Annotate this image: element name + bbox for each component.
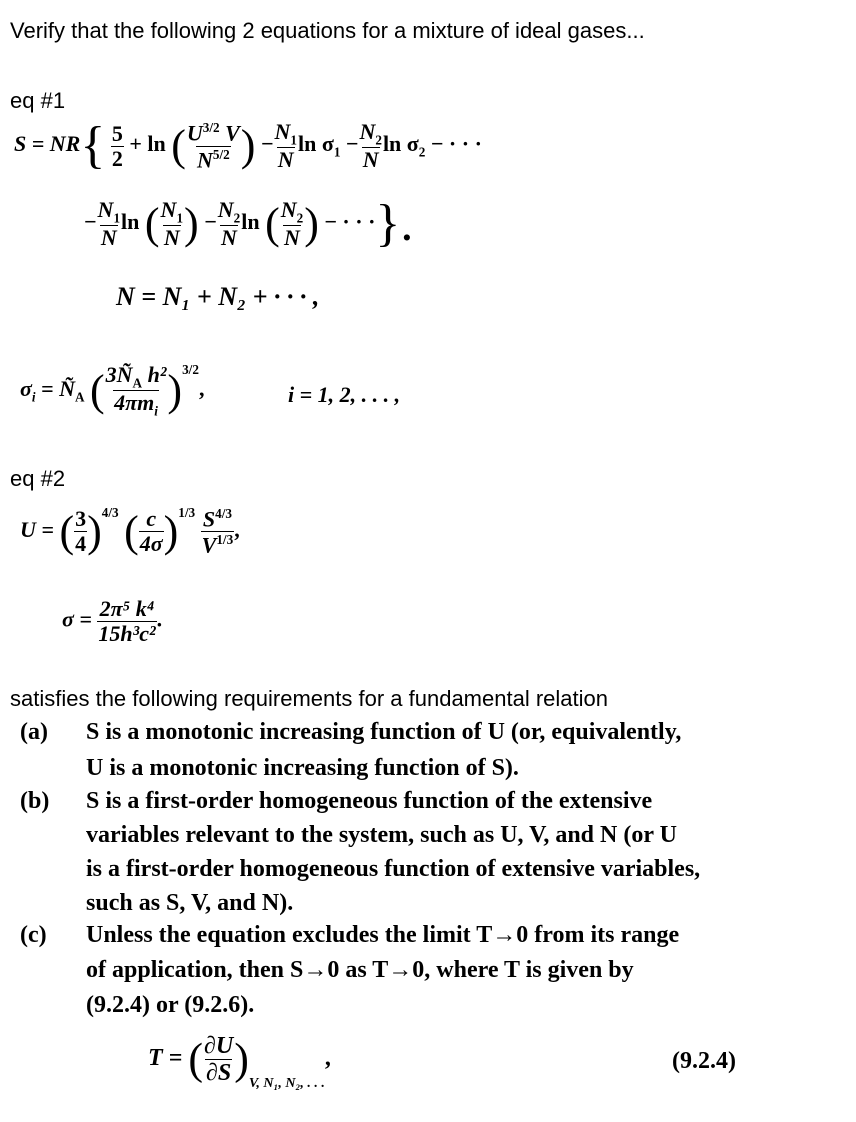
- index-range: i = 1, 2, . . . ,: [288, 382, 401, 407]
- particle-number-sum: N = N₁ + N₂ + · · · ,: [116, 282, 320, 311]
- entropy-equation-line1: S = NR{ $\frac{5}{2}$ + ln ( $\frac{U^{3/2} V}{N^{5/2}}$ ) − $\frac{N_1}{N}$ $\ln \sigma_1$ − $\frac{N_2}{N}$ $\ln \sigma_2$ − · · ·: [14, 117, 482, 174]
- eq2-label: eq #2: [10, 466, 66, 491]
- eq1-label: eq #1: [10, 88, 66, 113]
- left-brace: {: [80, 117, 106, 174]
- n1-over-n: $\frac{N_1}{N}$: [274, 118, 297, 173]
- equation-number: (9.2.4): [672, 1048, 736, 1074]
- u-v-fraction: $\frac{U^{3/2} V}{N^{5/2}}$: [186, 120, 240, 172]
- sigma-i-equation: $\sigma_i$ = $Ñ_A$ ( $\frac{3Ñ_A h^2}{4\pi m_i}$ )$^{3/2}$,: [20, 361, 205, 419]
- problem-statement: Verify that the following 2 equations for a mixture of ideal gases...: [10, 18, 645, 43]
- n2-over-n: $\frac{N_2}{N}$: [359, 118, 382, 173]
- temperature-equation: T = ( $\frac{\partial U}{\partial S}$ )$_{V, N_1, N_2, . . .}$,: [148, 1033, 331, 1092]
- requirements-intro: satisfies the following requirements for a fundamental relation: [10, 686, 608, 711]
- energy-equation: U = ( $\frac{3}{4}$ )$^{4/3}$ ( $\frac{c}{4\sigma}$ )$^{1/3}$ $\frac{S^{4/3}}{V^{1/3}}$ ,: [20, 505, 240, 558]
- five-halves: $\frac{5}{2}$: [111, 120, 123, 171]
- right-brace: }.: [375, 195, 414, 252]
- stefan-boltzmann-equation: σ = $\frac{\text{2π⁵ k⁴}}{\text{15h³c²}}$ .: [62, 596, 163, 646]
- entropy-equation-line2: − $\frac{N_1}{N}$ ln ( $\frac{N_1}{N}$ ) − $\frac{N_2}{N}$ ln ( $\frac{N_2}{N}$ ) − · · ·}.: [84, 195, 414, 252]
